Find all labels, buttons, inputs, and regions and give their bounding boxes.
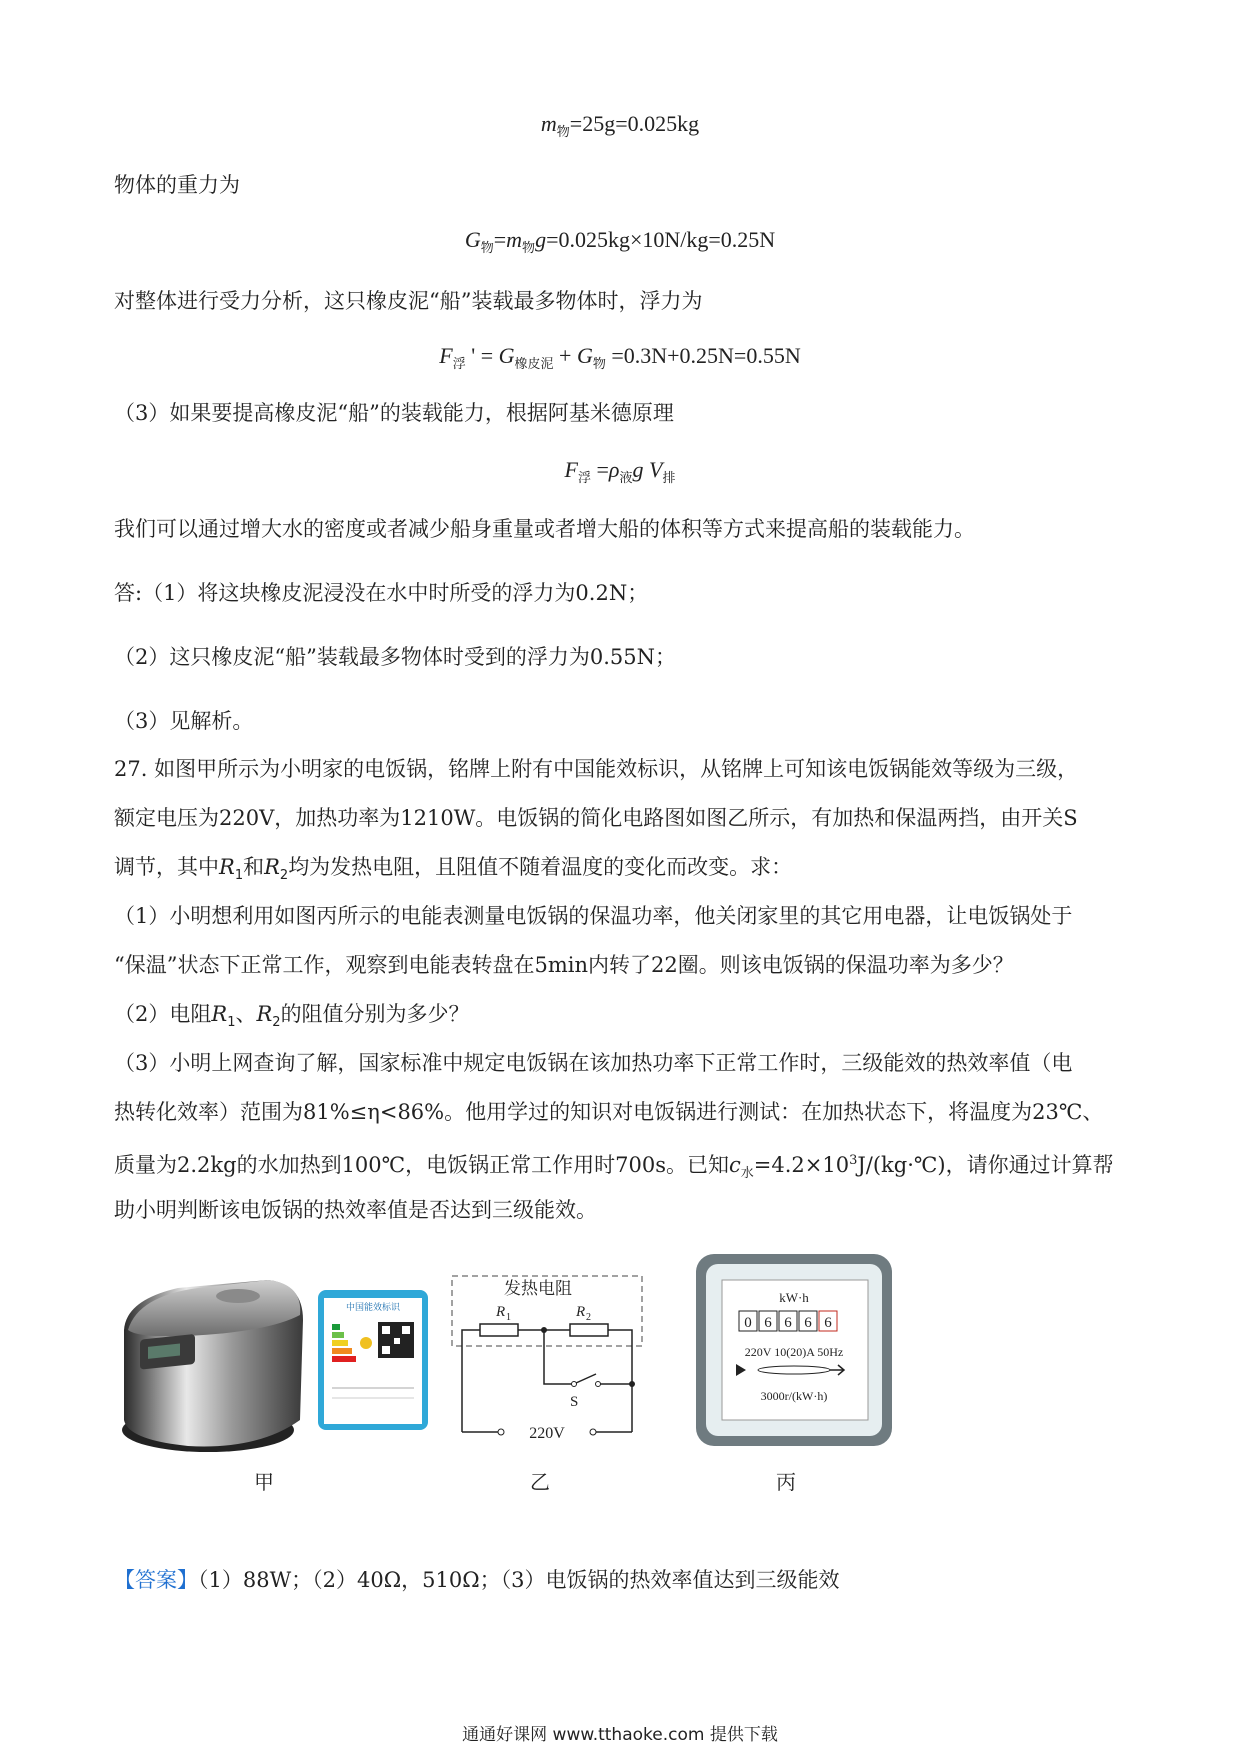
equation-buoyancy-total: $F_浮$ ' = $G_{橡皮泥} + G_物 =0.3N+0.25N=0.55N$	[439, 343, 801, 372]
meter-unit: kW·h	[779, 1290, 809, 1305]
meter-digit: 6	[804, 1315, 812, 1331]
q27-line-7: （3）小明上网查询了解，国家标准中规定电饭锅在该加热功率下正常工作时，三级能效的热效率值（电	[114, 1051, 1073, 1075]
q27-line-1: 27. 如图甲所示为小明家的电饭锅，铭牌上附有中国能效标识，从铭牌上可知该电饭锅能效等级为三级，	[114, 757, 1079, 781]
circuit-title: 发热电阻	[504, 1279, 572, 1299]
equation-mass	[0, 108, 1240, 149]
meter-digit-decimal: 6	[824, 1315, 832, 1331]
meter-digits	[739, 1311, 837, 1331]
meter-rating: 220V 10(20)A 50Hz	[744, 1345, 844, 1359]
caption-b: 乙	[530, 1470, 550, 1494]
energy-label-title: 中国能效标识	[345, 1303, 401, 1313]
switch-label: S	[570, 1394, 579, 1410]
circuit-diagram	[448, 1272, 648, 1452]
caption-a: 甲	[254, 1470, 274, 1494]
rice-cooker-figure	[118, 1260, 438, 1460]
paragraph-part3: （3）如果要提高橡皮泥“船”的装载能力，根据阿基米德原理	[114, 401, 674, 425]
q27-line-9: 质量为2.2kg的水加热到100℃，电饭锅正常工作用时700s。已知$c_水=4.2\times 10^3J/(kg\cdot℃)$，请你通过计算帮	[114, 1153, 1114, 1181]
answer-line-3: （3）见解析。	[114, 709, 254, 733]
footer: 通通好课网 www.tthaoke.com 提供下载	[462, 1725, 778, 1745]
switch-s	[576, 1374, 596, 1383]
answer-line-2: （2）这只橡皮泥“船”装载最多物体时受到的浮力为0.55N；	[114, 645, 676, 669]
answer-text: （1）88W；（2）40Ω，510Ω；（3）电饭锅的热效率值达到三级能效	[198, 1568, 840, 1592]
equation-archimedes: $F_浮 =\rho_液g$ $V_排$	[564, 457, 676, 486]
q27-line-10: 助小明判断该电饭锅的热效率值是否达到三级能效。	[114, 1198, 597, 1222]
var-m: m	[540, 111, 557, 136]
meter-disc	[758, 1366, 830, 1374]
answer-tag: 【答案】	[114, 1568, 198, 1592]
eq-rhs: =25g=0.025kg	[569, 111, 700, 136]
q27-line-8: 热转化效率）范围为81%≤η<86%。他用学过的知识对电饭锅进行测试：在加热状态下，将温度为23℃、	[114, 1100, 1104, 1124]
meter-constant: 3000r/(kW·h)	[760, 1389, 828, 1403]
q27-line-3: 调节，其中$R_1$和$R_2$均为发热电阻，且阻值不随着温度的变化而改变。求：	[114, 855, 793, 883]
meter-digit: 0	[744, 1315, 752, 1331]
resistor-r1	[480, 1324, 518, 1336]
equation-weight: $G_物=m_物g=0.025kg\times 10N/kg=0.25N$	[464, 227, 776, 256]
resistor-r2	[570, 1324, 608, 1336]
meter-digit: 6	[784, 1315, 792, 1331]
r1-label: R	[496, 1304, 506, 1320]
q27-line-6: （2）电阻$R_1$、$R_2$的阻值分别为多少？	[114, 1002, 470, 1030]
r2-subscript: 2	[586, 1312, 591, 1323]
energy-label	[318, 1290, 428, 1430]
caption-c: 丙	[776, 1470, 796, 1494]
r1-subscript: 1	[506, 1312, 511, 1323]
paragraph-methods: 我们可以通过增大水的密度或者减少船身重量或者增大船的体积等方式来提高船的装载能力。	[114, 517, 975, 541]
answer-line-1: 答:（1）将这块橡皮泥浸没在水中时所受的浮力为0.2N；	[114, 581, 649, 605]
q27-line-5: “保温”状态下正常工作，观察到电能表转盘在5min内转了22圈。则该电饭锅的保温功率为多少？	[114, 953, 1014, 977]
q27-line-4: （1）小明想利用如图丙所示的电能表测量电饭锅的保温功率，他关闭家里的其它用电器，让电饭锅处于	[114, 904, 1073, 928]
answer-line	[114, 1565, 840, 1595]
paragraph-force-analysis: 对整体进行受力分析，这只橡皮泥“船”装载最多物体时，浮力为	[114, 289, 703, 313]
meter-digit: 6	[764, 1315, 772, 1331]
paragraph-weight-intro: 物体的重力为	[114, 173, 240, 197]
r2-label: R	[576, 1304, 586, 1320]
electricity-meter	[694, 1252, 894, 1448]
voltage-label: 220V	[529, 1425, 565, 1442]
q27-line-2: 额定电压为220V，加热功率为1210W。电饭锅的简化电路图如图乙所示，有加热和保温两挡，由开关S	[114, 806, 1078, 830]
rice-cooker-image	[122, 1280, 303, 1452]
sub: 物	[556, 125, 570, 140]
